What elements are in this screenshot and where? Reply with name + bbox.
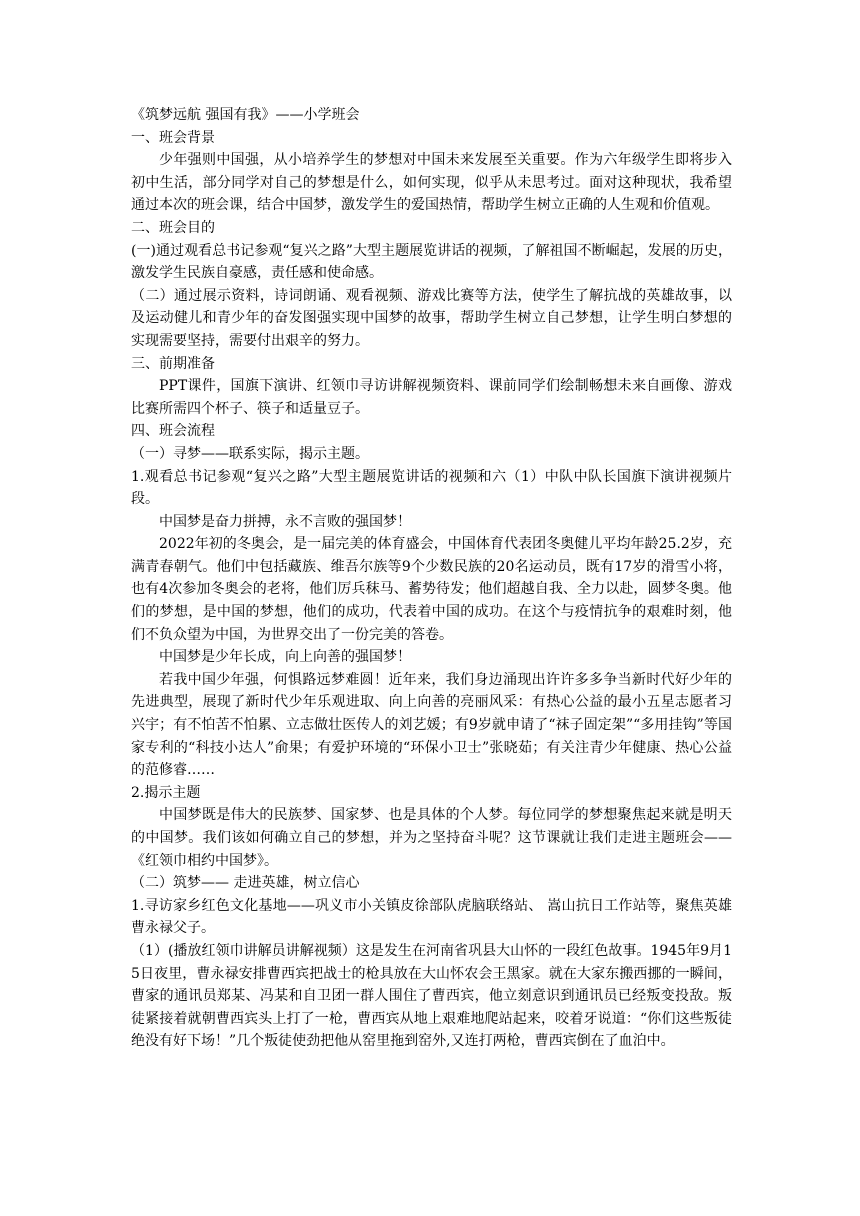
section-heading: 一、班会背景: [131, 129, 215, 146]
body-paragraph: 中国梦既是伟大的民族梦、国家梦、也是具体的个人梦。每位同学的梦想聚焦起来就是明天的中国梦。我们该如何确立自己的梦想，并为之坚持奋斗呢？这节课就让我们走进主题班会——《红领巾相约中国梦》。: [131, 807, 732, 869]
section-heading: （二）筑梦—— 走进英雄，树立信心: [131, 875, 360, 892]
paragraph-list: [131, 127, 732, 1053]
section-heading: （1）(播放红领巾讲解员讲解视频）这是发生在河南省巩县大山怀的一段红色故事。1945年9月15日夜里，曹永禄安排曹西宾把战士的枪具放在大山怀农会王黑家。就在大家东搬西挪的一瞬间，曹家的通讯员郑某、冯某和自卫团一群人围住了曹西宾，他立刻意识到通讯员已经叛变投敌。叛徒紧接着就朝曹西宾头上打了一枪，曹西宾从地上艰难地爬站起来，咬着牙说道：“你们这些叛徒绝没有好下场！”几个叛徒使劲把他从窑里拖到窑外,又连打两枪，曹西宾倒在了血泊中。: [131, 942, 732, 1050]
body-paragraph: 2022年初的冬奥会，是一届完美的体育盛会，中国体育代表团冬奥健儿平均年龄25.2岁，充满青春朝气。他们中包括藏族、维吾尔族等9个少数民族的20名运动员，既有17岁的滑雪小将，也有4次参加冬奥会的老将，他们厉兵秣马、蓄势待发；他们超越自我、全力以赴，圆梦冬奥。他们的梦想，是中国的梦想，他们的成功，代表着中国的成功。在这个与疫情抗争的艰难时刻，他们不负众望为中国，为世界交出了一份完美的答卷。: [131, 536, 732, 643]
section-heading: 四、班会流程: [131, 423, 215, 440]
section-heading: (一)通过观看总书记参观“复兴之路”大型主题展览讲话的视频，了解祖国不断崛起，发展的历史，激发学生民族自豪感，责任感和使命感。: [131, 242, 732, 282]
body-paragraph: PPT课件，国旗下演讲、红领巾寻访讲解视频资料、课前同学们绘制畅想未来自画像、游戏比赛所需四个杯子、筷子和适量豆子。: [131, 378, 732, 417]
section-heading: （一）寻梦——联系实际，揭示主题。: [131, 445, 369, 462]
body-paragraph: 中国梦是少年长成，向上向善的强国梦！: [159, 649, 411, 666]
document-body: [131, 104, 732, 1053]
body-paragraph: 中国梦是奋力拼搏，永不言败的强国梦！: [159, 513, 411, 530]
body-paragraph: 若我中国少年强，何惧路远梦难圆！近年来，我们身边涌现出许许多多争当新时代好少年的先进典型，展现了新时代少年乐观进取、向上向善的亮丽风采：有热心公益的最小五星志愿者习兴宇；有不怕苦不怕累、立志做壮医传人的刘艺媛；有9岁就申请了“袜子固定架”“多用挂钩”等国家专利的“科技小达人”俞果；有爱护环境的“环保小卫士”张晓茹；有关注青少年健康、热心公益的范修睿……: [131, 671, 732, 779]
section-heading: 1.观看总书记参观“复兴之路”大型主题展览讲话的视频和六（1）中队中队长国旗下演讲视频片段。: [131, 468, 732, 508]
body-paragraph: 少年强则中国强，从小培养学生的梦想对中国未来发展至关重要。作为六年级学生即将步入初中生活，部分同学对自己的梦想是什么，如何实现，似乎从未思考过。面对这种现状，我希望通过本次的班会课，结合中国梦，激发学生的爱国热情，帮助学生树立正确的人生观和价值观。: [131, 152, 732, 214]
section-heading: 1.寻访家乡红色文化基地——巩义市小关镇皮徐部队虎脑联络站、 嵩山抗日工作站等，聚焦英雄曹永禄父子。: [131, 897, 732, 937]
section-heading: 二、班会目的: [131, 219, 215, 236]
section-heading: 三、前期准备: [131, 355, 215, 372]
document-title: 《筑梦远航 强国有我》——小学班会: [131, 107, 360, 123]
section-heading: （二）通过展示资料，诗词朗诵、观看视频、游戏比赛等方法，使学生了解抗战的英雄故事，以及运动健儿和青少年的奋发图强实现中国梦的故事，帮助学生树立自己梦想，让学生明白梦想的实现需要坚持，需要付出艰辛的努力。: [131, 287, 732, 349]
section-heading: 2.揭示主题: [131, 784, 201, 801]
